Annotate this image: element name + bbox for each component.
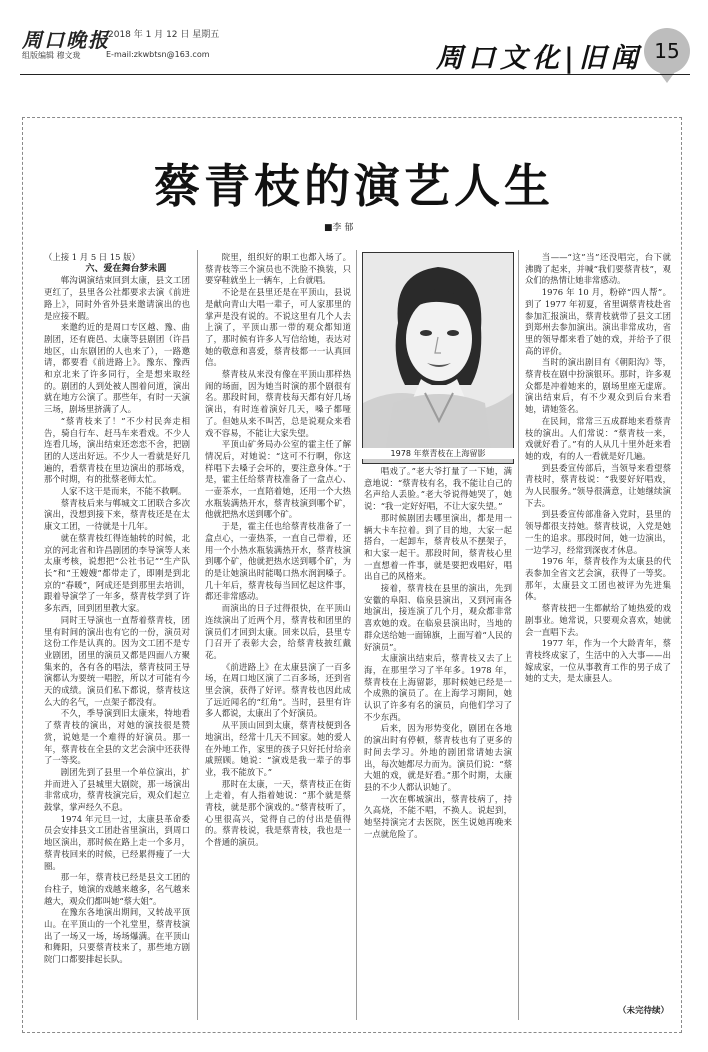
paragraph: 不久，季导演到旧太康来，特地看了蔡青枝的演出，对她的演技很是赞赏，说她是一个难得的好演员。那一年，蔡青枝在全县的文艺会演中还获得了一等奖。 [44, 708, 190, 766]
paragraph: 人家不这干是而来，不能不救啊。 [60, 486, 187, 497]
paragraph: 太康演出结束后，蔡青枝又去了上海，在那里学习了半年多。1978 年，蔡青枝在上海留影，那时候她已经是一个成熟的演员了。在上海学习期间，她认识了许多有名的演员，向他们学习了不少东西。 [364, 653, 512, 722]
paragraph: 后来，因为形势变化，剧团在各地的演出时有停顿，蔡青枝也有了更多的时间去学习。外地的剧团常请她去演出，每次她都尽力而为。演员们说：“蔡大姐的戏，就是好看。”那个时期，太康县的不少人都认识她了。 [364, 723, 512, 792]
paragraph: 于是，霍主任也给蔡青枝准备了一盒点心，一壶热茶，一直自己带着，还用一个小热水瓶装满热开水，蔡青枝演到哪个矿，他就把热水送到哪个矿，为的是让她演出时能喝口热水润润嗓子。几十年后，蔡青枝每当回忆起这件事，都还非常感动。 [205, 521, 351, 602]
column-rule [356, 250, 357, 1020]
editor-email: E-mail:zkwbtsn@163.com [106, 50, 210, 59]
section-subheading: 六、爱在舞台梦未圆 [85, 263, 167, 274]
paragraph: 到县委宣传部准备入党时，县里的领导都很支持她。蔡青枝说，入党是她一生的追求。那段时间，她一边演出，一边学习，经常到深夜才休息。 [525, 509, 671, 555]
paragraph: 来邀约近的是周口专区越、豫、曲剧团，还有鹿邑、太康等县剧团（许昌地区，山东剧团的人也来了），一路邀请，都要看《前进路上》。豫东、豫西和京北来了许多同行，全是想来取经的。剧团的人到处被人围着问道，演出就在地方公演了。那些年，有时一天演三场，剧场里挤满了人。 [44, 322, 190, 415]
issue-date: 2018 年 1 月 12 日 星期五 [108, 30, 220, 40]
paragraph: 平顶山矿务局办公室的霍主任了解情况后，对她说：“这可不行啊，你这样唱下去嗓子会坏的，要注意身体。”于是，霍主任给蔡青枝准备了一盒点心、一壶茶水，一直陪着她，还用一个大热水瓶装满热开水，蔡青枝演到哪个矿，他就把热水送到哪个矿。 [205, 439, 351, 520]
section-title: 周口文化|旧闻 [436, 43, 643, 74]
paragraph: 在豫东各地演出期间，又转战平顶山。在平顶山的一个礼堂里，蔡青枝演出了一场又一场，场场爆满。在平顶山和舞阳，只要蔡青枝来了，那些地方剧院门口都要排起长队。 [44, 907, 190, 965]
article-column-1 [44, 252, 190, 1022]
paragraph: 接着，蔡青枝在县里的演出，先到安徽的阜阳、临泉县演出，又到河南各地演出，接连演了几个月，观众都非常喜欢她的戏。在临泉县演出时，当地的群众送给她一面锦旗，上面写着“人民的好演员”。 [364, 583, 512, 652]
paragraph: 郸沟调演结束回到太康，县文工团更红了，县里各公社都要求去演《前进路上》，同时外省外县来邀请演出的也是应接不暇。 [44, 275, 190, 321]
paragraph: 不论是在县里还是在平顶山，县说是献向青山大唱一辈子，可人家那里的掌声是没有说的。不说这里有几个人去上演了，平顶山那一带的观众都知道了，那时候有许多人写信给她，表达对她的敬意和喜爱，蔡青枝都一一认真回信。 [205, 287, 351, 368]
paragraph: 1976 年 10 月，粉碎“四人帮”。到了 1977 年初夏，省里调蔡青枝赴省参加汇报演出，蔡青枝就带了县文工团到郑州去参加演出。演出非常成功，省里的领导都来看了她的戏，并给予了很高的评价。 [525, 287, 671, 356]
paragraph: 蔡青枝从来没有像在平顶山那样热闹的场面，因为她当时演的那个剧很有名。那段时间，蔡青枝每天都有好几场演出，有时连着演好几天，嗓子都哑了。但她从来不叫苦，总是说观众来看戏不容易，不能让大家失望。 [205, 369, 351, 438]
paragraph: 当——“这”当”还没唱完，台下就沸腾了起来，并喊“我们要蔡青枝”，观众们的热情让她非常感动。 [525, 252, 671, 286]
paragraph: 从平顶山回到太康，蔡青枝便到各地演出，经常十几天不回家。她的爱人在外地工作，家里的孩子只好托付给亲戚照顾。她说：“演戏是我一辈子的事业，我不能放下。” [205, 720, 351, 777]
article-column-4 [525, 252, 671, 1004]
paragraph: 唱戏了。”老大爷打量了一下她，满意地说：“蔡青枝有名，我不能让自己的名声给人丢脸。”老大爷说得她哭了，她说：“我一定好好唱，不让大家失望。” [364, 466, 512, 512]
paragraph: 当时的演出剧目有《朝阳沟》等，蔡青枝在剧中扮演银环。那时，许多观众都是冲着她来的，剧场里座无虚席。演出结束后，有不少观众到后台来看她，请她签名。 [525, 357, 671, 415]
paragraph: 那一年，蔡青枝已经是县文工团的台柱子，她演的戏越来越多，名气越来越大，观众们都叫她“蔡大姐”。 [44, 872, 190, 906]
article-byline: ■李 郁 [324, 223, 354, 233]
paragraph: 而演出的日子过得很快，在平顶山连续演出了近两个月，蔡青枝和团里的演员们才回到太康。回来以后，县里专门召开了表彰大会，给蔡青枝披红戴花。 [205, 603, 351, 660]
to-be-continued: （未完待续） [618, 1006, 670, 1016]
paragraph: 在民间，常常三五成群地来看蔡青枝的演出。人们常说：“蔡青枝一来，戏就好看了。”有的人从几十里外赶来看她的戏，有的人一看就是好几遍。 [525, 415, 671, 461]
paragraph: 就在蔡青枝红得连轴转的时候，北京的河北省和许昌剧团的李导演等人来太康考核，说想把“公社书记”“生产队长”和“王嫂嫂”都带走了，即刚是到北京的“春暖”，阿成还是到那里去培训，跟着导演学了一年多，蔡青枝学到了许多东西，回到团里教大家。 [44, 532, 190, 614]
header-divider [20, 74, 690, 75]
paragraph: 那时在太康，一天，蔡青枝正在街上走着，有人指着她说：“那个就是蔡青枝，就是那个演戏的。”蔡青枝听了，心里很高兴，觉得自己的付出是值得的。蔡青枝说，我是蔡青枝，我也是一个普通的演员。 [205, 778, 351, 848]
paragraph: 那时候剧团去哪里演出，都是用一辆大卡车拉着。到了目的地，大家一起搭台，一起卸车，蔡青枝从不摆架子，和大家一起干。那段时间，蔡青枝心里一直想着一件事，就是要把戏唱好，唱出自己的风格来。 [364, 512, 512, 582]
paragraph: 蔡青枝把一生都献给了她热爱的戏剧事业。她常说，只要观众喜欢，她就会一直唱下去。 [525, 603, 671, 637]
paragraph: 1974 年元旦一过，太康县革命委员会安排县文工团赴省里演出，到周口地区演出，那时候在路上走一个多月，蔡青枝回来的时候，已经累得瘦了一大圈。 [44, 813, 190, 871]
paragraph: 一次在郸城演出，蔡青枝病了，持久高烧，不能不唱，不换人。说起到，她坚持演完才去医院，医生说她再晚来一点就危险了。 [364, 793, 512, 839]
portrait-photo [362, 252, 514, 464]
paragraph: 剧团先到了县里一个单位演出，扩并而进入了县城里大剧院，那一场演出非常成功，蔡青枝演完后，观众们起立鼓掌，掌声经久不息。 [44, 766, 190, 813]
paragraph: 1976 年，蔡青枝作为太康县的代表参加全省文艺会演，获得了一等奖。那年，太康县文工团也被评为先进集体。 [525, 556, 671, 602]
paragraph: 同时王导演也一直帮着蔡青枝，团里有时间的演出也有它的一份，演员对这份工作是认真的。因为文工团不是专业剧团，团里的演员又都是四面八方聚集来的，各有各的唱法，蔡青枝同王导演都认为要统一唱腔，所以才可能有今天的成绩。演员们私下都说，蔡青枝这么大的名气，一点架子都没有。 [44, 614, 190, 707]
article-headline: 蔡青枝的演艺人生 [154, 159, 554, 213]
photo-caption: 1978 年蔡青枝在上海留影 [362, 448, 514, 459]
page-number-badge: 15 [644, 28, 690, 74]
article-column-2 [205, 252, 351, 1022]
column-rule [518, 250, 519, 1020]
paragraph: 蔡青枝后来与郸城文工团联合多次演出，没想到接下来，蔡青枝还是在太康文工团，一待就是十几年。 [44, 497, 190, 532]
paragraph: 《前进路上》在太康县演了一百多场，在周口地区演了二百多场，还到省里会演，获得了好评。蔡青枝也因此成了远近闻名的“红角”。当时，县里有许多人都说，太康出了个好演员。 [205, 661, 351, 719]
layout-editor: 组版编辑 穆文珑 [22, 51, 81, 60]
column-rule [197, 250, 198, 1020]
paragraph: “蔡青枝来了！”不少村民奔走相告，骑自行车、赶马车来看戏。不少人连看几场，演出结束还恋恋不舍，把剧团的人送出好远。不少人一看就是好几遍的，看蔡青枝在里边演出的那场戏，那个时期，有的批蔡老师太忙。 [44, 415, 190, 485]
continued-from-note: （上接 1 月 5 日 15 版） [44, 252, 140, 262]
paragraph: 院里，组织好的职工也都入场了。蔡青枝等三个演员也不洗脸不换装，只要穿鞋就坐上一辆车，上台就唱。 [205, 252, 351, 286]
article-column-3 [364, 466, 512, 1022]
paragraph: 到县委宣传部后，当领导来看望蔡青枝时，蔡青枝说：“我要好好唱戏，为人民服务。”领导很满意，让她继续演下去。 [525, 462, 671, 508]
newspaper-masthead: 周口晚报 [22, 28, 110, 52]
paragraph: 1977 年，作为一个大龄青年，蔡青枝终成家了，生活中的入大事——出嫁成家，一位从事教育工作的男子成了她的丈夫，是太康县人。 [525, 638, 671, 684]
portrait-illustration [363, 253, 513, 463]
